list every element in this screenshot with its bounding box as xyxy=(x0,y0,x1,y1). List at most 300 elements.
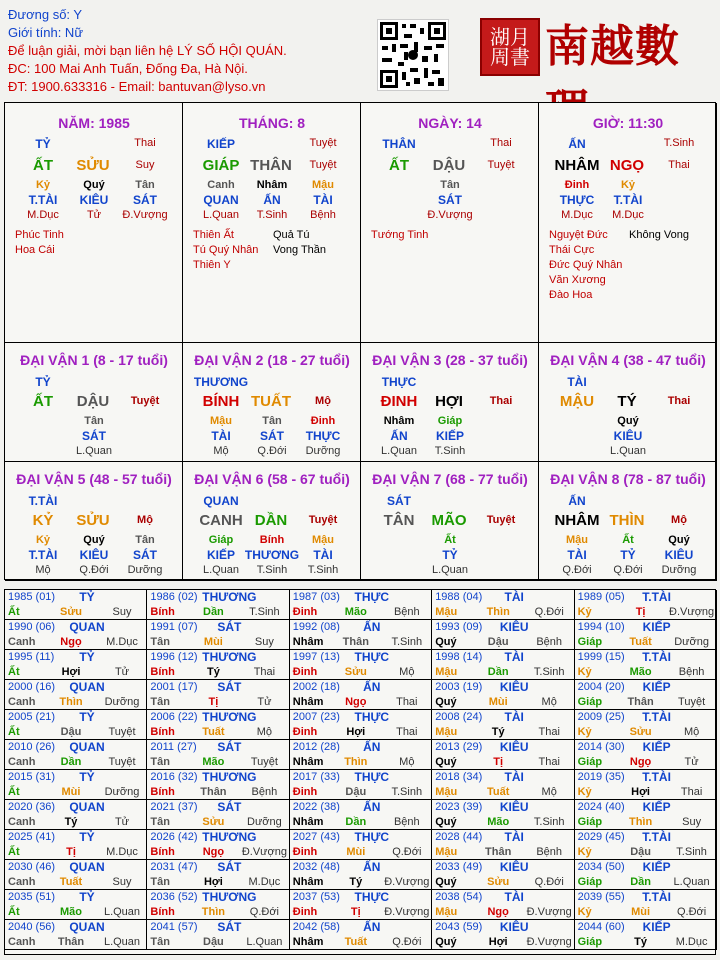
dai-van-god: ẤN xyxy=(568,494,586,508)
year-god: TỶ xyxy=(79,590,95,604)
year-label: 2025 (41) xyxy=(8,831,56,843)
year-stem: Giáp xyxy=(577,636,603,648)
year-cell xyxy=(5,830,147,860)
year-branch: Thìn xyxy=(201,906,225,918)
year-stem: Nhâm xyxy=(292,936,324,948)
qr-code-icon xyxy=(377,19,449,91)
dai-van-chi: MÃO xyxy=(431,512,467,529)
year-state: Tử xyxy=(114,666,130,678)
year-stem: Mậu xyxy=(435,846,458,858)
year-branch: Thìn xyxy=(486,606,510,618)
year-cell xyxy=(575,710,717,740)
year-branch: Ngọ xyxy=(487,906,509,918)
year-label: 2029 (45) xyxy=(577,831,625,843)
hidden-state: T.Sinh xyxy=(434,445,466,457)
hidden-stem: Ất xyxy=(444,534,456,546)
year-state: Q.Đới xyxy=(534,876,564,888)
hidden-god: THỰC xyxy=(559,193,595,207)
year-cell xyxy=(432,590,574,620)
year-cell xyxy=(147,800,289,830)
year-branch: Hợi xyxy=(203,876,223,888)
year-label: 2041 (57) xyxy=(150,921,198,933)
year-god: TÀI xyxy=(504,890,524,904)
year-branch: Dần xyxy=(203,606,224,618)
year-stem: Bính xyxy=(150,666,175,678)
dai-van-title: ĐẠI VẬN 4 (38 - 47 tuổi) xyxy=(550,352,706,368)
year-god: QUAN xyxy=(69,860,105,874)
hidden-god: ẤN xyxy=(390,429,408,443)
pillar-god: ẤN xyxy=(568,137,586,151)
year-state: Mộ xyxy=(683,726,700,738)
year-god: THỰC xyxy=(354,890,390,904)
hidden-stem: Canh xyxy=(207,179,235,191)
year-stem: Mậu xyxy=(435,786,458,798)
year-label: 2042 (58) xyxy=(292,921,340,933)
year-cell xyxy=(432,650,574,680)
year-state: M.Dục xyxy=(106,636,138,648)
year-cell xyxy=(575,590,717,620)
year-stem: Tân xyxy=(150,936,170,948)
dai-van-6 xyxy=(183,462,361,581)
hidden-state: Bệnh xyxy=(310,209,336,221)
hidden-state: Q.Đới xyxy=(79,564,109,576)
year-state: T.Sinh xyxy=(391,786,423,798)
year-state: Dưỡng xyxy=(247,816,282,828)
hidden-stem: Ất xyxy=(622,534,634,546)
year-god: ẤN xyxy=(363,800,381,814)
year-cell xyxy=(290,680,432,710)
hidden-god: KIÊU xyxy=(664,548,694,562)
hidden-state: M.Dục xyxy=(27,209,59,221)
year-god: QUAN xyxy=(69,620,105,634)
pillar-chi: DẬU xyxy=(432,157,466,174)
year-branch: Tuất xyxy=(344,936,367,948)
year-state: Tuyệt xyxy=(108,756,136,768)
year-state: Tử xyxy=(684,756,699,768)
year-state: Thai xyxy=(680,786,703,798)
hidden-stem: Kỷ xyxy=(35,534,51,546)
year-cell xyxy=(432,770,574,800)
hidden-stem: Tân xyxy=(262,415,282,427)
dai-van-chi: SỬU xyxy=(76,512,110,529)
year-state: Thai xyxy=(396,726,418,738)
hidden-god: TÀI xyxy=(567,548,587,562)
hidden-stem: Mậu xyxy=(210,415,232,427)
year-stem: Đinh xyxy=(292,846,318,858)
year-label: 2021 (37) xyxy=(150,801,198,813)
year-branch: Mùi xyxy=(61,786,81,798)
dai-van-can: CANH xyxy=(199,512,243,529)
year-branch: Mùi xyxy=(203,636,223,648)
year-cell xyxy=(432,680,574,710)
hidden-stem: Tân xyxy=(84,415,104,427)
year-cell xyxy=(575,620,717,650)
year-branch: Thìn xyxy=(59,696,83,708)
year-label: 2001 (17) xyxy=(150,681,198,693)
year-label: 1996 (12) xyxy=(150,651,198,663)
year-cell xyxy=(290,770,432,800)
year-branch: Tuất xyxy=(629,636,652,648)
hidden-god: KIÊU xyxy=(613,429,643,443)
pillar-god: THÂN xyxy=(382,137,416,151)
year-god: ẤN xyxy=(363,620,381,634)
year-state: Q.Đới xyxy=(676,906,707,918)
year-branch: Ngọ xyxy=(60,636,82,648)
hidden-state: L.Quan xyxy=(609,445,647,457)
year-branch: Mùi xyxy=(488,696,508,708)
dai-van-state: Mộ xyxy=(671,514,687,526)
year-label: 2039 (55) xyxy=(577,891,625,903)
year-label: 2030 (46) xyxy=(8,861,56,873)
year-stem: Kỷ xyxy=(577,726,592,738)
dai-van-chi: HỢI xyxy=(435,393,463,410)
dai-van-god: THƯƠNG xyxy=(193,375,249,389)
year-label: 2003 (19) xyxy=(435,681,483,693)
year-cell xyxy=(5,740,147,770)
year-branch: Sửu xyxy=(629,726,652,738)
year-god: TỶ xyxy=(79,830,95,844)
year-cell xyxy=(432,920,574,950)
hidden-god: T.TÀI xyxy=(28,193,58,207)
year-branch: Sửu xyxy=(59,606,83,618)
star-item: Đức Quý Nhân xyxy=(549,259,623,271)
hidden-stem: Quý xyxy=(668,534,690,546)
year-cell xyxy=(575,800,717,830)
year-stem: Bính xyxy=(150,846,175,858)
hidden-stem: Mậu xyxy=(312,179,334,191)
year-label: 1997 (13) xyxy=(292,651,340,663)
year-stem: Canh xyxy=(8,876,36,888)
star-item: Vong Thần xyxy=(273,244,327,256)
year-god: KIẾP xyxy=(642,740,671,754)
hidden-stem: Mậu xyxy=(566,534,588,546)
year-god: TỶ xyxy=(79,890,95,904)
year-label: 2037 (53) xyxy=(292,891,340,903)
year-state: Bệnh xyxy=(251,786,278,798)
hidden-state: T.Sinh xyxy=(256,564,288,576)
hidden-god: T.TÀI xyxy=(613,193,643,207)
year-stem: Kỷ xyxy=(577,786,592,798)
year-label: 2006 (22) xyxy=(150,711,198,723)
year-stem: Mậu xyxy=(435,666,458,678)
year-god: TỶ xyxy=(79,710,95,724)
year-god: THỰC xyxy=(354,590,390,604)
year-branch: Dần xyxy=(345,816,367,828)
year-stem: Giáp xyxy=(577,876,603,888)
year-god: KIẾP xyxy=(642,680,671,694)
year-stem: Kỷ xyxy=(577,906,592,918)
year-state: Suy xyxy=(682,816,702,828)
year-label: 2016 (32) xyxy=(150,771,198,783)
year-label: 2019 (35) xyxy=(577,771,625,783)
year-state: M.Dục xyxy=(106,846,138,858)
year-label: 2035 (51) xyxy=(8,891,56,903)
year-branch: Dần xyxy=(630,876,651,888)
year-state: Thai xyxy=(396,696,418,708)
year-state: Tử xyxy=(257,696,272,708)
year-stem: Ất xyxy=(8,906,20,918)
year-label: 2034 (50) xyxy=(577,861,625,873)
year-god: KIÊU xyxy=(499,860,529,874)
year-cell xyxy=(147,590,289,620)
year-label: 2015 (31) xyxy=(8,771,56,783)
year-cell xyxy=(290,800,432,830)
year-label: 2013 (29) xyxy=(435,741,483,753)
year-label: 2032 (48) xyxy=(292,861,340,873)
year-cell xyxy=(5,620,147,650)
star-item: Thiên Ất xyxy=(193,229,234,241)
hidden-stem: Đinh xyxy=(564,179,590,191)
year-label: 1986 (02) xyxy=(150,591,198,603)
dai-van-3 xyxy=(361,343,539,462)
gender: Giới tính: Nữ xyxy=(8,25,84,40)
year-cell xyxy=(5,920,147,950)
year-god: TÀI xyxy=(504,710,524,724)
year-label: 2031 (47) xyxy=(150,861,198,873)
year-god: ẤN xyxy=(363,680,381,694)
year-cell xyxy=(5,890,147,920)
hidden-state: Mộ xyxy=(35,564,51,576)
year-label: 2008 (24) xyxy=(435,711,483,723)
year-god: THƯƠNG xyxy=(202,770,257,784)
year-branch: Dậu xyxy=(203,936,224,948)
pillar-state2: Tuyệt xyxy=(487,159,515,171)
year-god: KIÊU xyxy=(499,680,529,694)
year-stem: Giáp xyxy=(577,816,603,828)
year-branch: Dậu xyxy=(345,786,367,798)
star-item: Phúc Tinh xyxy=(15,229,64,241)
year-cell xyxy=(432,620,574,650)
year-branch: Thân xyxy=(200,786,227,798)
pillar-1 xyxy=(183,103,361,343)
year-label: 2000 (16) xyxy=(8,681,56,693)
year-god: QUAN xyxy=(69,920,105,934)
year-stem: Tân xyxy=(150,696,170,708)
year-label: 1990 (06) xyxy=(8,621,56,633)
year-stem: Canh xyxy=(8,696,36,708)
year-label: 2020 (36) xyxy=(8,801,56,813)
hidden-stem: Tân xyxy=(135,179,155,191)
hidden-god: THỰC xyxy=(305,429,341,443)
dai-van-can: NHÂM xyxy=(554,512,600,529)
hidden-god: KIẾP xyxy=(206,548,235,562)
year-cell xyxy=(432,710,574,740)
year-cell xyxy=(147,650,289,680)
year-branch: Tý xyxy=(206,666,220,678)
dai-van-chi: DẦN xyxy=(254,512,288,529)
year-stem: Bính xyxy=(150,726,175,738)
year-god: T.TÀI xyxy=(642,890,671,904)
hidden-stem: Kỷ xyxy=(35,179,51,191)
year-branch: Tuất xyxy=(59,876,83,888)
year-branch: Tý xyxy=(349,876,363,888)
year-god: KIÊU xyxy=(499,620,529,634)
year-cell xyxy=(575,740,717,770)
year-stem: Tân xyxy=(150,816,170,828)
year-branch: Tị xyxy=(635,606,646,618)
year-stem: Quý xyxy=(435,936,457,948)
dai-van-god: QUAN xyxy=(203,494,239,508)
year-god: SÁT xyxy=(217,620,242,634)
star-item: Hoa Cái xyxy=(15,244,55,256)
dai-van-can: MẬU xyxy=(559,393,595,410)
year-god: TỶ xyxy=(79,770,95,784)
year-state: Đ.Vượng xyxy=(384,906,430,918)
hidden-state: Q.Đới xyxy=(562,564,592,576)
year-cell xyxy=(575,920,717,950)
dai-van-chi: TÝ xyxy=(617,393,637,410)
year-stem: Tân xyxy=(150,756,170,768)
year-branch: Dậu xyxy=(630,846,651,858)
dai-van-state: Mộ xyxy=(315,395,331,407)
year-cell xyxy=(432,830,574,860)
hidden-state: Dưỡng xyxy=(127,564,163,576)
year-god: THỰC xyxy=(354,710,390,724)
year-god: THƯƠNG xyxy=(202,890,257,904)
dai-van-title: ĐẠI VẬN 3 (28 - 37 tuổi) xyxy=(372,352,528,368)
year-state: Đ.Vượng xyxy=(669,606,715,618)
year-branch: Tý xyxy=(634,936,648,948)
year-god: KIẾP xyxy=(642,860,671,874)
hidden-stem: Giáp xyxy=(437,415,463,427)
year-god: THỰC xyxy=(354,650,390,664)
year-label: 2028 (44) xyxy=(435,831,483,843)
hidden-god: T.TÀI xyxy=(28,548,58,562)
year-cell xyxy=(290,830,432,860)
year-branch: Tị xyxy=(493,756,504,768)
dai-van-can: BÍNH xyxy=(202,393,240,410)
year-state: T.Sinh xyxy=(676,846,707,858)
year-state: Đ.Vượng xyxy=(384,876,430,888)
hidden-state: T.Sinh xyxy=(256,209,288,221)
year-label: 2010 (26) xyxy=(8,741,56,753)
star-item: Thiên Y xyxy=(193,259,231,271)
hidden-god: QUAN xyxy=(203,193,239,207)
year-stem: Giáp xyxy=(577,936,603,948)
pillar-title: NGÀY: 14 xyxy=(418,115,482,131)
year-branch: Hợi xyxy=(631,786,650,798)
year-state: Mộ xyxy=(399,666,415,678)
year-state: L.Quan xyxy=(103,906,141,918)
dai-van-god: THỰC xyxy=(381,375,417,389)
pillar-2 xyxy=(361,103,539,343)
year-branch: Dần xyxy=(487,666,509,678)
year-label: 1991 (07) xyxy=(150,621,198,633)
year-cell xyxy=(147,920,289,950)
year-state: Tuyệt xyxy=(108,726,136,738)
hidden-state: Dưỡng xyxy=(661,564,697,576)
year-branch: Hợi xyxy=(61,666,81,678)
year-cell xyxy=(5,860,147,890)
year-stem: Mậu xyxy=(435,726,458,738)
hidden-state: M.Dục xyxy=(561,209,593,221)
year-state: T.Sinh xyxy=(391,636,423,648)
hidden-state: Đ.Vượng xyxy=(122,209,168,221)
star-item: Tướng Tinh xyxy=(371,229,429,241)
pillar-title: NĂM: 1985 xyxy=(58,115,130,131)
year-label: 2004 (20) xyxy=(577,681,625,693)
year-state: Mộ xyxy=(256,726,273,738)
year-cell xyxy=(575,680,717,710)
year-state: Mộ xyxy=(541,696,557,708)
year-label: 1988 (04) xyxy=(435,591,483,603)
star-item: Văn Xương xyxy=(549,274,606,286)
year-state: Q.Đới xyxy=(392,936,422,948)
dai-van-can: KỶ xyxy=(32,512,54,529)
year-state: L.Quan xyxy=(673,876,710,888)
hidden-stem: Nhâm xyxy=(256,179,288,191)
year-stem: Canh xyxy=(8,636,36,648)
year-label: 2007 (23) xyxy=(292,711,340,723)
year-cell xyxy=(432,800,574,830)
hidden-stem: Bính xyxy=(259,534,285,546)
year-god: TÀI xyxy=(504,770,524,784)
hidden-stem: Mậu xyxy=(312,534,334,546)
dai-van-can: TÂN xyxy=(383,512,415,529)
hidden-state: L.Quan xyxy=(431,564,469,576)
pillar-can: ẤT xyxy=(389,157,409,174)
year-god: SÁT xyxy=(217,740,242,754)
year-god: KIÊU xyxy=(499,800,529,814)
year-stem: Kỷ xyxy=(577,606,592,618)
hidden-god: KIÊU xyxy=(79,193,109,207)
year-label: 1999 (15) xyxy=(577,651,625,663)
year-branch: Sửu xyxy=(344,666,367,678)
year-god: THƯƠNG xyxy=(202,710,257,724)
year-state: Mộ xyxy=(399,756,415,768)
year-branch: Ngọ xyxy=(629,756,652,768)
pillar-3 xyxy=(539,103,717,343)
year-stem: Bính xyxy=(150,606,175,618)
year-state: M.Dục xyxy=(248,876,281,888)
dai-van-state: Mộ xyxy=(137,514,153,526)
year-cell xyxy=(432,860,574,890)
year-cell xyxy=(290,860,432,890)
year-state: Dưỡng xyxy=(104,786,140,798)
hidden-god: SÁT xyxy=(438,193,462,207)
year-stem: Mậu xyxy=(435,906,458,918)
hidden-god: KIÊU xyxy=(79,548,109,562)
owner-name: Đương số: Y xyxy=(8,7,83,22)
year-branch: Dậu xyxy=(60,726,82,738)
year-label: 2018 (34) xyxy=(435,771,483,783)
year-stem: Nhâm xyxy=(292,816,324,828)
hidden-god: SÁT xyxy=(260,429,284,443)
year-state: Mộ xyxy=(541,786,557,798)
dai-van-god: TỶ xyxy=(35,375,51,389)
hidden-state: M.Dục xyxy=(612,209,644,221)
dai-van-title: ĐẠI VẬN 8 (78 - 87 tuổi) xyxy=(550,471,706,487)
dai-van-title: ĐẠI VẬN 7 (68 - 77 tuổi) xyxy=(372,471,528,487)
star-item: Đào Hoa xyxy=(549,289,593,301)
year-stem: Ất xyxy=(8,726,20,738)
pillar-chi: SỬU xyxy=(76,157,110,174)
hidden-god: SÁT xyxy=(82,429,106,443)
dai-van-5 xyxy=(5,462,183,581)
year-stem: Ất xyxy=(8,666,20,678)
year-stem: Kỷ xyxy=(577,666,592,678)
hidden-stem: Giáp xyxy=(208,534,234,546)
year-state: Thai xyxy=(538,726,560,738)
year-stem: Đinh xyxy=(292,606,318,618)
dai-van-god: SÁT xyxy=(387,494,411,508)
hidden-god: TÀI xyxy=(313,548,333,562)
year-state: Tuyệt xyxy=(250,756,278,768)
year-god: TÀI xyxy=(504,830,524,844)
year-stem: Tân xyxy=(150,636,170,648)
year-label: 2024 (40) xyxy=(577,801,625,813)
year-stem: Canh xyxy=(8,756,36,768)
